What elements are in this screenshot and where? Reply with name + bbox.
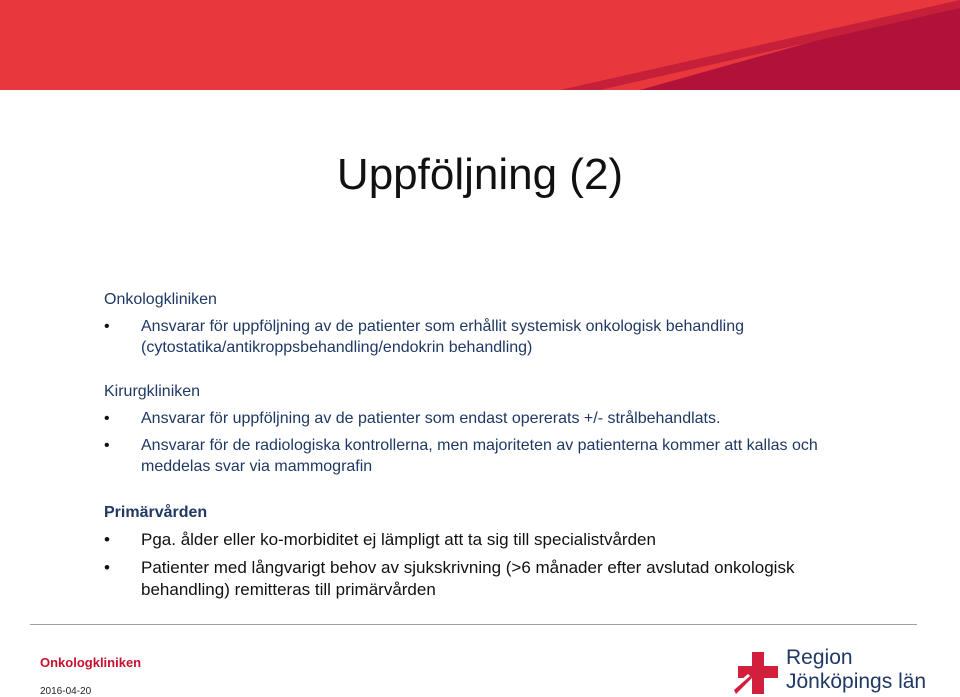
logo-text-line1: Region [786, 646, 853, 669]
bullet-primarvarden-2: • Patienter med långvarigt behov av sjukskrivning (>6 månader efter avslutad onkologisk behandling) remitteras till primärvården [104, 557, 864, 601]
region-logo [734, 644, 934, 697]
header-banner [0, 0, 960, 90]
logo-wordmark [786, 646, 926, 694]
bullet-kirurgkliniken-2: • Ansvarar för de radiologiska kontrollerna, men majoriteten av patienterna kommer att kallas och meddelas svar via mammografin [104, 435, 864, 477]
footer-date: 2016-04-20 [40, 686, 92, 697]
section-heading-onkologkliniken: Onkologkliniken [104, 291, 217, 308]
section-heading-primarvarden: Primärvården [104, 504, 208, 521]
red-cross-icon [734, 650, 780, 696]
slide-title: Uppföljning (2) [336, 150, 624, 199]
bullet-kirurgkliniken-1: • Ansvarar för uppföljning av de patienter som endast opererats +/- strålbehandlats. [104, 408, 864, 429]
logo-text-line2: Jönköpings län [786, 670, 927, 693]
bullet-primarvarden-1: • Pga. ålder eller ko-morbiditet ej lämpligt att ta sig till specialistvården [104, 529, 864, 551]
slide-body [104, 290, 864, 601]
footer-org-name: Onkologkliniken [40, 655, 142, 670]
section-heading-kirurgkliniken: Kirurgkliniken [104, 383, 201, 400]
bullet-onkologkliniken-1: • Ansvarar för uppföljning av de patienter som erhållit systemisk onkologisk behandling (cytostatika/antikroppsbehandling/endokrin behandling) [104, 316, 864, 358]
footer-divider [30, 624, 917, 625]
